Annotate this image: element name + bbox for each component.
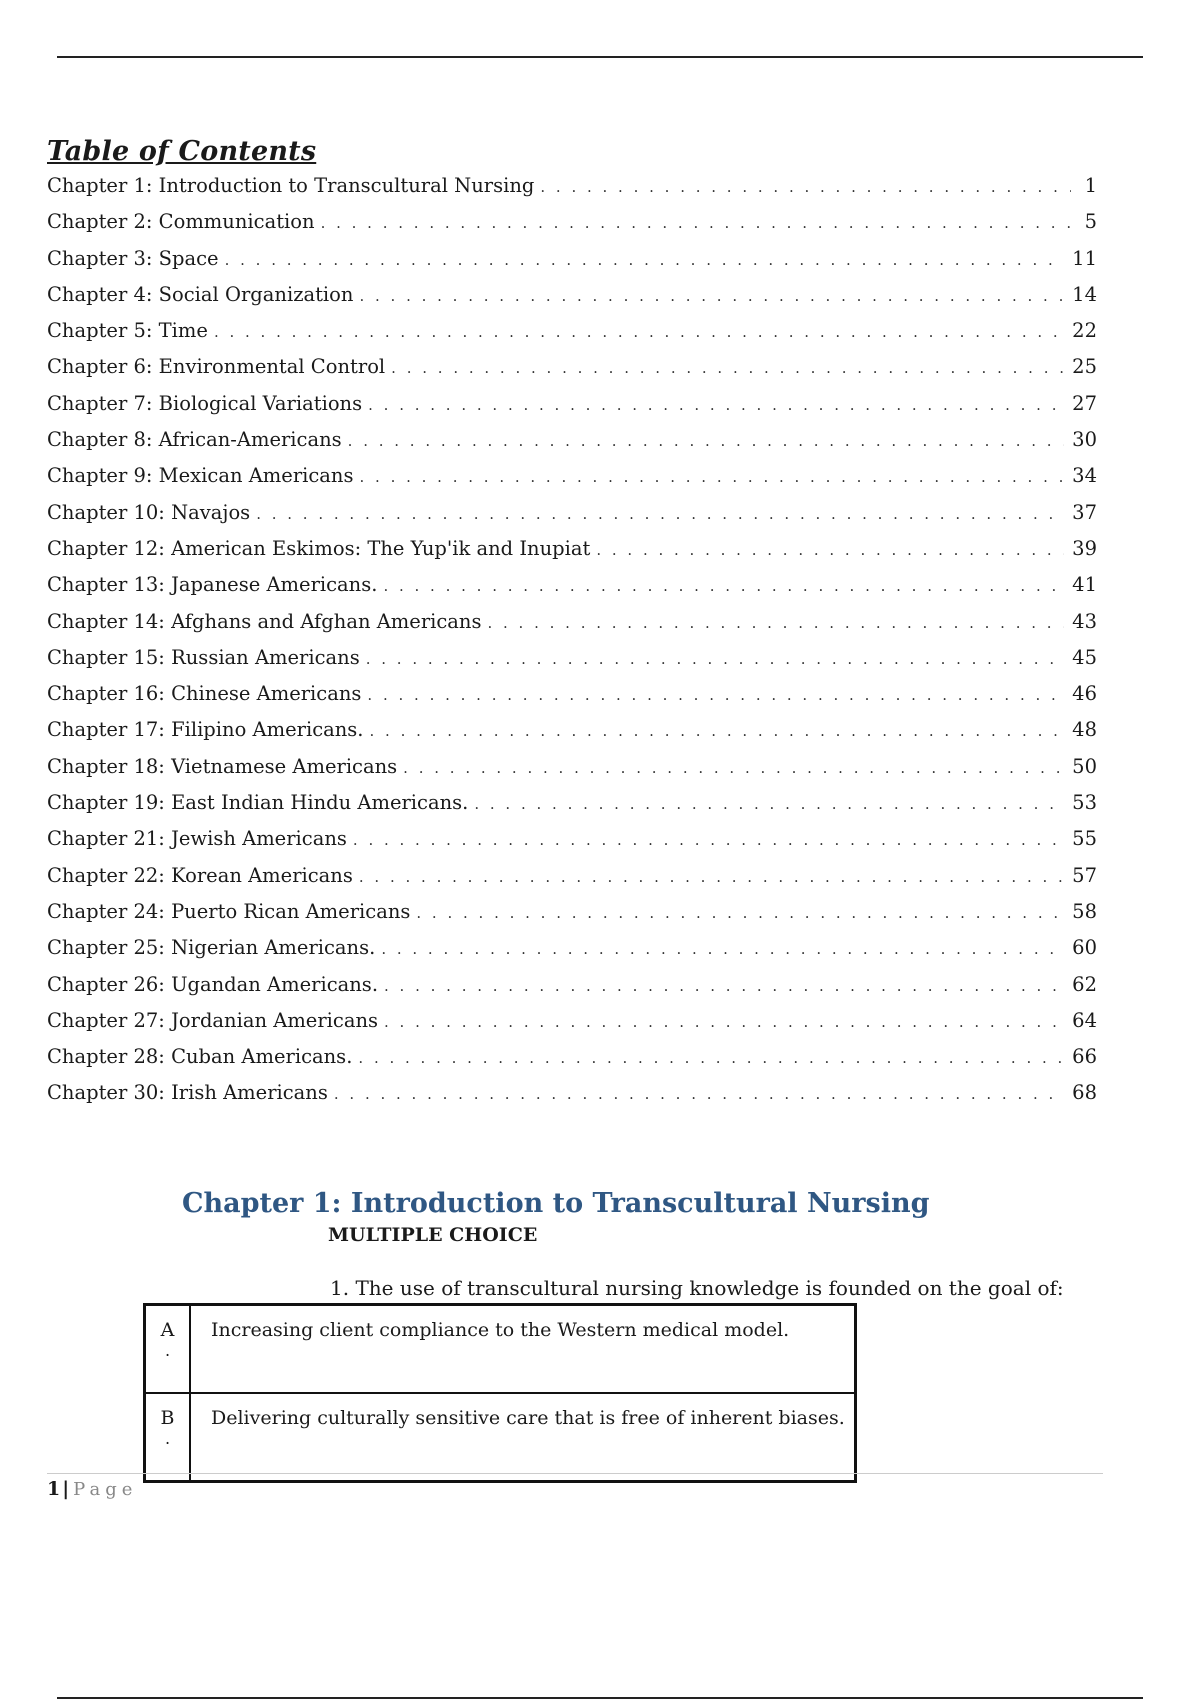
toc-entry-page: 53: [1072, 791, 1097, 815]
toc-entry-page: 41: [1072, 573, 1097, 597]
toc-leader-dots: [383, 568, 1064, 604]
toc-entry-page: 46: [1072, 682, 1097, 706]
toc-entry[interactable]: [47, 640, 1097, 676]
answer-text: Increasing client compliance to the Western medical model.: [190, 1305, 856, 1394]
toc-entry-page: 55: [1072, 827, 1097, 851]
chapter-heading: Chapter 1: Introduction to Transcultural Nursing: [182, 1188, 930, 1219]
toc-entry-page: 22: [1072, 319, 1097, 343]
toc-leader-dots: [384, 1004, 1064, 1040]
toc-entry[interactable]: [47, 386, 1097, 422]
toc-leader-dots: [474, 786, 1064, 822]
toc-leader-dots: [334, 1076, 1064, 1112]
toc-entry-page: 11: [1072, 246, 1097, 270]
toc-entry[interactable]: [47, 604, 1097, 640]
toc-entry-page: 45: [1072, 645, 1097, 669]
toc-entry-label: Chapter 16: Chinese Americans: [47, 682, 362, 706]
toc-entry-page: 48: [1072, 718, 1097, 742]
toc-entry[interactable]: [47, 349, 1097, 385]
top-rule: [57, 56, 1143, 58]
toc-entry-label: Chapter 18: Vietnamese Americans: [47, 754, 398, 778]
toc-title: Table of Contents: [47, 136, 317, 167]
question-text: 1. The use of transcultural nursing knowledge is founded on the goal of:: [330, 1276, 1064, 1300]
toc-entry[interactable]: [47, 930, 1097, 966]
toc-entry-label: Chapter 5: Time: [47, 319, 208, 343]
toc-entry-label: Chapter 8: African-Americans: [47, 428, 342, 452]
toc-entry-page: 25: [1072, 355, 1097, 379]
toc-entry-page: 39: [1072, 536, 1097, 560]
toc-leader-dots: [359, 859, 1064, 895]
toc-entry-page: 68: [1072, 1081, 1097, 1105]
answer-letter: B: [160, 1407, 175, 1429]
toc-entry-label: Chapter 4: Social Organization: [47, 282, 354, 306]
page-number: 1: [47, 1478, 61, 1500]
toc-entry-page: 30: [1072, 428, 1097, 452]
toc-entry-label: Chapter 26: Ugandan Americans.: [47, 972, 379, 996]
toc-entry-page: 14: [1072, 282, 1097, 306]
toc-leader-dots: [384, 968, 1064, 1004]
toc-entry[interactable]: [47, 204, 1097, 240]
toc-leader-dots: [596, 532, 1064, 568]
section-label: MULTIPLE CHOICE: [328, 1224, 538, 1246]
toc-leader-dots: [391, 350, 1064, 386]
toc-entry-page: 50: [1072, 754, 1097, 778]
answer-letter-dot: .: [164, 1341, 171, 1360]
toc-entry-label: Chapter 3: Space: [47, 246, 219, 270]
page-word: Page: [73, 1479, 138, 1500]
toc-leader-dots: [358, 1040, 1064, 1076]
toc-entry-label: Chapter 22: Korean Americans: [47, 863, 353, 887]
answer-text: Delivering culturally sensitive care that is free of inherent biases.: [190, 1393, 856, 1482]
toc-entry-page: 5: [1084, 210, 1097, 234]
answer-letter: A: [160, 1319, 175, 1341]
toc-entry[interactable]: [47, 1003, 1097, 1039]
toc-entry-page: 57: [1072, 863, 1097, 887]
toc-entry-label: Chapter 25: Nigerian Americans.: [47, 936, 376, 960]
toc-entry-label: Chapter 12: American Eskimos: The Yup'ik and Inupiat: [47, 536, 591, 560]
answer-letter-cell: [145, 1393, 191, 1482]
toc-leader-dots: [381, 931, 1064, 967]
toc-leader-dots: [360, 459, 1065, 495]
toc-entry-label: Chapter 1: Introduction to Transcultural Nursing: [47, 174, 535, 197]
answer-letter-dot: .: [164, 1429, 171, 1448]
bottom-rule: [57, 1697, 1143, 1699]
toc-entry[interactable]: [47, 313, 1097, 349]
toc-entry[interactable]: [47, 785, 1097, 821]
toc-entry[interactable]: [47, 495, 1097, 531]
toc-leader-dots: [225, 242, 1065, 278]
toc-leader-dots: [403, 750, 1064, 786]
toc-entry-label: Chapter 30: Irish Americans: [47, 1081, 328, 1105]
toc-entry[interactable]: [47, 241, 1097, 277]
answer-row: [145, 1393, 856, 1482]
toc-entry-label: Chapter 7: Biological Variations: [47, 391, 363, 415]
toc-entry-label: Chapter 6: Environmental Control: [47, 355, 386, 379]
toc-entry-page: 58: [1072, 899, 1097, 923]
answer-letter-cell: [145, 1305, 191, 1394]
toc-entry[interactable]: [47, 567, 1097, 603]
toc-leader-dots: [348, 423, 1065, 459]
toc-entry-label: Chapter 9: Mexican Americans: [47, 464, 354, 488]
toc-leader-dots: [353, 822, 1064, 858]
toc-entry[interactable]: [47, 458, 1097, 494]
toc-entry[interactable]: [47, 858, 1097, 894]
toc-entry-page: 1: [1084, 174, 1097, 197]
toc-entry[interactable]: [47, 277, 1097, 313]
answer-row: [145, 1305, 856, 1394]
page-footer: [47, 1480, 137, 1499]
toc-entry-page: 37: [1072, 500, 1097, 524]
toc-entry-label: Chapter 28: Cuban Americans.: [47, 1045, 353, 1069]
toc-entry-label: Chapter 19: East Indian Hindu Americans.: [47, 791, 469, 815]
footer-rule: [47, 1473, 1103, 1474]
toc-entry[interactable]: [47, 531, 1097, 567]
toc-leader-dots: [256, 496, 1064, 532]
toc-entry-label: Chapter 2: Communication: [47, 210, 315, 234]
toc-leader-dots: [367, 677, 1064, 713]
toc-entry-label: Chapter 17: Filipino Americans.: [47, 718, 364, 742]
toc-entry-label: Chapter 15: Russian Americans: [47, 645, 360, 669]
toc-entry-label: Chapter 10: Navajos: [47, 500, 251, 524]
table-of-contents: [47, 168, 1097, 1112]
toc-leader-dots: [366, 641, 1064, 677]
toc-leader-dots: [368, 387, 1064, 423]
toc-entry[interactable]: [47, 749, 1097, 785]
toc-entry[interactable]: [47, 1075, 1097, 1111]
answer-table: [143, 1303, 857, 1483]
toc-entry[interactable]: [47, 422, 1097, 458]
toc-entry[interactable]: [47, 676, 1097, 712]
footer-separator: |: [62, 1478, 70, 1500]
toc-entry[interactable]: [47, 1039, 1097, 1075]
toc-entry-label: Chapter 14: Afghans and Afghan Americans: [47, 609, 482, 633]
toc-entry[interactable]: [47, 821, 1097, 857]
toc-leader-dots: [416, 895, 1064, 931]
toc-entry-page: 60: [1072, 936, 1097, 960]
toc-entry-label: Chapter 27: Jordanian Americans: [47, 1008, 379, 1032]
toc-leader-dots: [321, 205, 1071, 241]
toc-entry-page: 27: [1072, 391, 1097, 415]
toc-entry-label: Chapter 21: Jewish Americans: [47, 827, 347, 851]
toc-entry-page: 62: [1072, 972, 1097, 996]
toc-entry-page: 43: [1072, 609, 1097, 633]
toc-leader-dots: [540, 169, 1071, 205]
toc-entry-label: Chapter 13: Japanese Americans.: [47, 573, 378, 597]
toc-entry[interactable]: [47, 168, 1097, 204]
toc-leader-dots: [359, 278, 1064, 314]
toc-leader-dots: [370, 713, 1065, 749]
toc-leader-dots: [214, 314, 1064, 350]
toc-entry[interactable]: [47, 894, 1097, 930]
toc-entry-page: 66: [1072, 1045, 1097, 1069]
toc-entry-page: 64: [1072, 1008, 1097, 1032]
toc-entry[interactable]: [47, 967, 1097, 1003]
toc-entry-page: 34: [1072, 464, 1097, 488]
toc-entry-label: Chapter 24: Puerto Rican Americans: [47, 899, 411, 923]
toc-entry[interactable]: [47, 712, 1097, 748]
toc-leader-dots: [487, 605, 1064, 641]
